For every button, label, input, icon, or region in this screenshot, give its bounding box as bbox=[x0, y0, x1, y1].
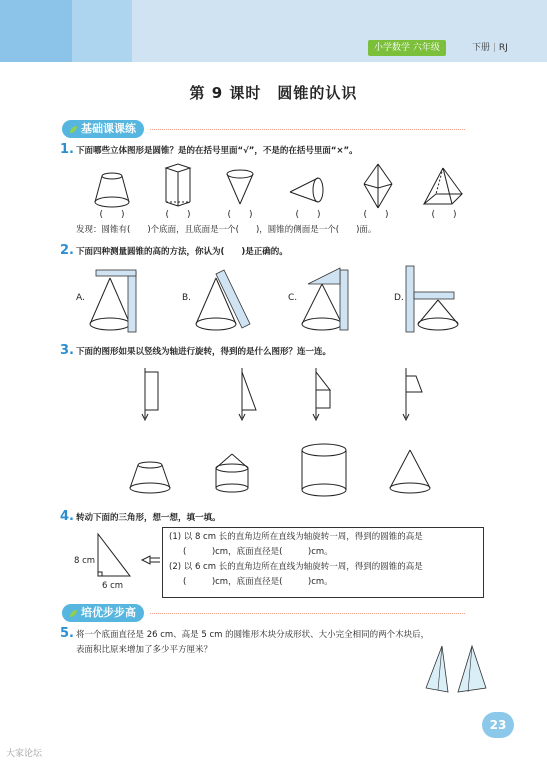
solid-cone-on-cylinder bbox=[216, 454, 248, 492]
solid-cone bbox=[390, 450, 430, 493]
double-pyramid-shape bbox=[364, 164, 392, 208]
page-number: 23 bbox=[482, 712, 514, 738]
section-banner-advanced bbox=[62, 604, 144, 622]
leaf-icon bbox=[70, 126, 77, 133]
leaf-icon bbox=[70, 610, 77, 617]
q2-text: 下面四种测量圆锥的高的方法，你认为( )是正确的。 bbox=[76, 247, 288, 257]
q3-figures bbox=[0, 362, 547, 512]
lesson-title: 第 9 课时 圆锥的认识 bbox=[189, 84, 358, 102]
q3-number: 3. bbox=[60, 343, 74, 358]
option-b-ruler bbox=[216, 270, 250, 328]
q2-option-b: B. bbox=[182, 293, 192, 303]
q1-number: 1. bbox=[60, 142, 74, 157]
sideways-cone-shape bbox=[290, 178, 323, 202]
q2-option-d: D. bbox=[394, 293, 404, 303]
rotate-composite bbox=[313, 368, 330, 420]
q2-option-c: C. bbox=[288, 293, 298, 303]
q1-blank-4[interactable]: ( ) bbox=[295, 210, 321, 220]
header-accent-dark bbox=[0, 0, 72, 62]
q5-line-2: 表面积比原来增加了多少平方厘米？ bbox=[76, 645, 213, 655]
solid-cylinder bbox=[302, 444, 346, 496]
q4-answer-box bbox=[162, 527, 484, 598]
volume-label bbox=[472, 40, 508, 56]
edition-text: RJ bbox=[498, 43, 508, 53]
q1-blank-2[interactable]: ( ) bbox=[165, 210, 191, 220]
pyramid-shape bbox=[424, 168, 462, 204]
frustum-shape bbox=[95, 173, 129, 207]
section-banner-basic bbox=[62, 120, 144, 138]
q4-side-horizontal: 6 cm bbox=[102, 581, 124, 591]
divider: | bbox=[492, 43, 496, 53]
q5-line-1: 将一个底面直径是 26 cm、高是 5 cm 的圆锥形木块分成形状、大小完全相同的两个木块后， bbox=[76, 630, 430, 640]
q1-blank-5[interactable]: ( ) bbox=[363, 210, 389, 220]
option-a-cone bbox=[90, 278, 130, 330]
q4-number: 4. bbox=[60, 509, 74, 524]
header-accent-mid bbox=[72, 0, 132, 62]
q1-figures bbox=[0, 160, 547, 220]
watermark: 大家论坛 bbox=[6, 749, 43, 759]
q4-side-vertical: 8 cm bbox=[74, 556, 96, 566]
q4-line-1a: (1) 以 8 cm 长的直角边所在直线为轴旋转一周，得到的圆锥的高是 bbox=[169, 532, 423, 542]
section-advanced-label: 培优步步高 bbox=[81, 606, 136, 619]
q1-note: 发现：圆锥有( )个底面，且底面是一个( )，圆锥的侧面是一个( )面。 bbox=[76, 225, 377, 235]
q2-option-a: A. bbox=[76, 293, 85, 303]
dotted-divider bbox=[150, 129, 465, 130]
section-basic-label: 基础课课练 bbox=[81, 122, 136, 135]
volume-text: 下册 bbox=[472, 43, 491, 53]
dotted-divider bbox=[150, 613, 465, 614]
solid-frustum bbox=[130, 462, 170, 493]
rotate-trapezoid bbox=[403, 368, 422, 420]
option-d-ruler bbox=[406, 266, 454, 332]
q1-blank-1[interactable]: ( ) bbox=[99, 210, 125, 220]
prism-shape bbox=[166, 164, 190, 206]
q5-cone-halves bbox=[420, 640, 500, 700]
q2-number: 2. bbox=[60, 243, 74, 258]
option-c-cone bbox=[302, 284, 342, 330]
rotate-triangle bbox=[239, 368, 256, 420]
q1-text: 下面哪些立体图形是圆锥？是的在括号里面“√”，不是的在括号里面“×”。 bbox=[76, 146, 358, 156]
q4-line-2b[interactable]: ( )cm，底面直径是( )cm。 bbox=[183, 577, 333, 587]
subject-tag: 小学数学 六年级 bbox=[368, 40, 446, 56]
option-a-ruler bbox=[96, 270, 136, 332]
q4-line-1b[interactable]: ( )cm，底面直径是( )cm。 bbox=[183, 547, 333, 557]
q2-figures bbox=[0, 262, 547, 337]
q4-text: 转动下面的三角形，想一想，填一填。 bbox=[76, 513, 221, 523]
q4-line-2a: (2) 以 6 cm 长的直角边所在直线为轴旋转一周，得到的圆锥的高是 bbox=[169, 562, 423, 572]
q5-number: 5. bbox=[60, 626, 74, 641]
rotate-rectangle bbox=[142, 368, 158, 420]
option-d-cone bbox=[418, 300, 458, 330]
q1-blank-3[interactable]: ( ) bbox=[227, 210, 253, 220]
inverted-cone-shape bbox=[227, 170, 253, 204]
q1-blank-6[interactable]: ( ) bbox=[431, 210, 457, 220]
q3-text: 下面的图形如果以竖线为轴进行旋转，得到的是什么图形？连一连。 bbox=[76, 347, 332, 357]
